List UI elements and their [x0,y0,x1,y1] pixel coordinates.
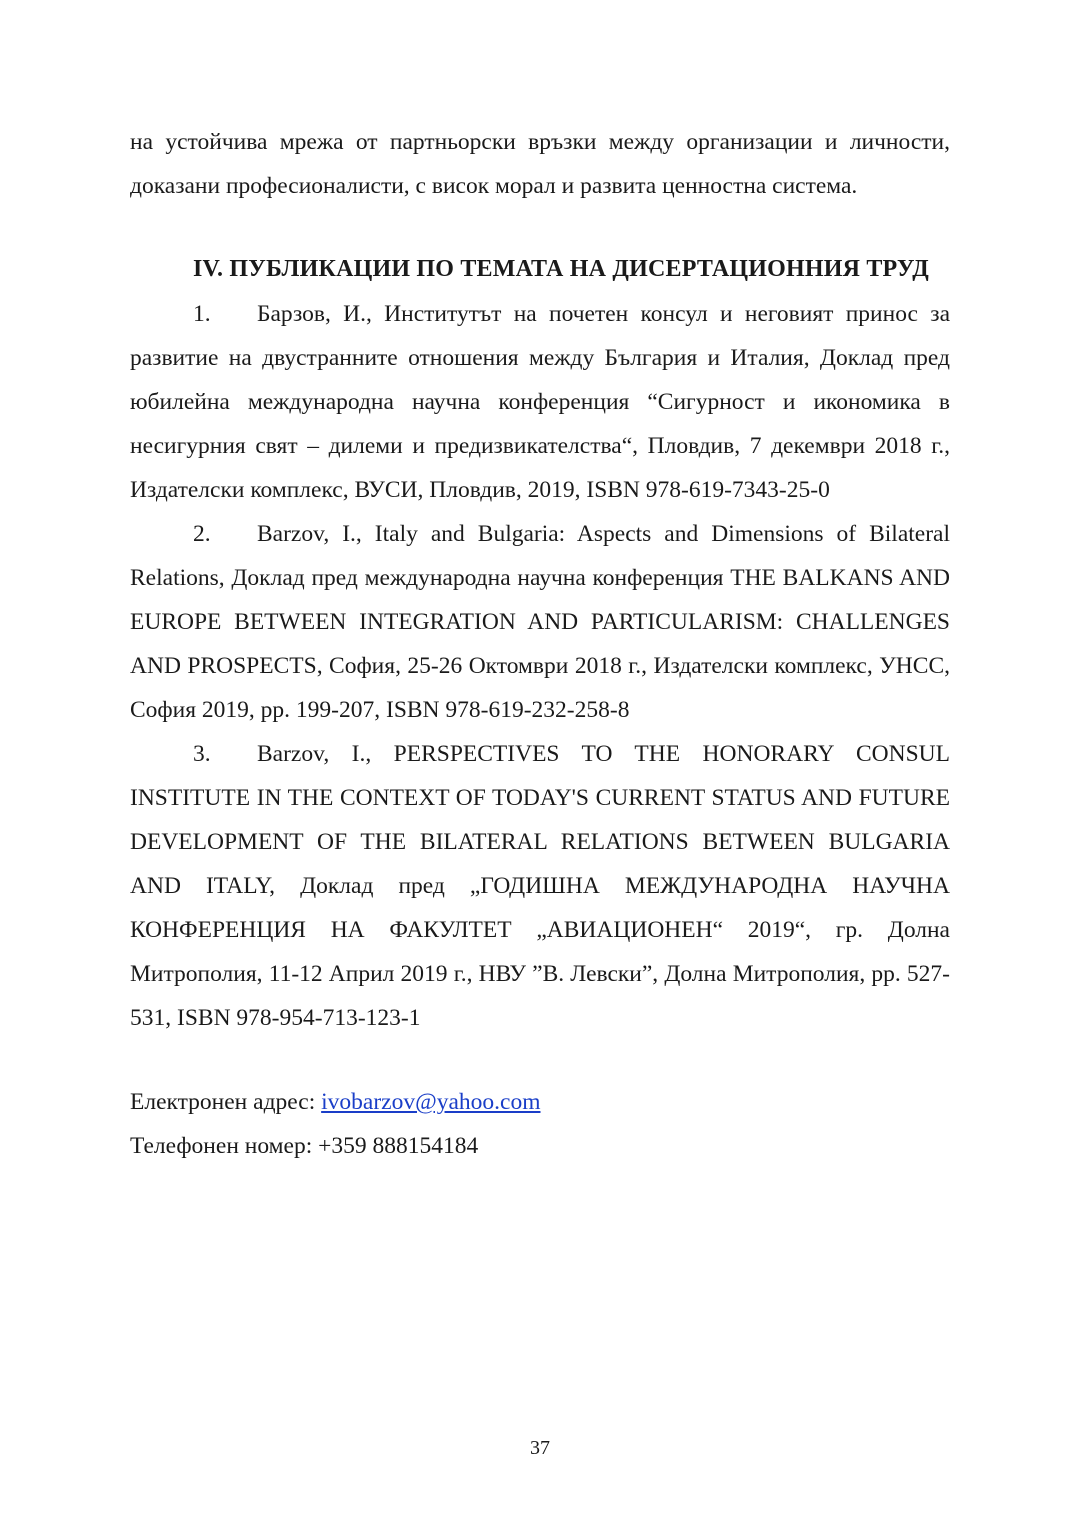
contact-block [130,1080,950,1168]
publication-number: 3. [193,741,211,767]
publication-number: 2. [193,521,211,547]
intro-paragraph: на устойчива мрежа от партньорски връзки между организации и личности, доказани професионалисти, с висок морал и развита ценностна система. [130,129,950,199]
publication-item [130,512,950,732]
publication-item [130,732,950,1040]
email-line [130,1080,950,1124]
page-content [130,120,950,1168]
publication-item [130,292,950,512]
publication-text: Барзов, И., Институтът на почетен консул и неговият принос за развитие на двустранните отношения между България и Италия, Доклад пред юбилейна международна научна конференция “Сигурност и икономика в несигурния свят – дилеми и предизвикателства“, Пловдив, 7 декември 2018 г., Издателски комплекс, ВУСИ, Пловдив, 2019, ISBN 978-619-7343-25-0 [130,301,950,503]
phone-label: Телефонен номер: [130,1133,319,1159]
publication-text: Barzov, I., Italy and Bulgaria: Aspects and Dimensions of Bilateral Relations, Доклад пред международна научна конференция THE BALKANS AND EUROPE BETWEEN INTEGRATION AND PARTICULARISM: CHALLENGES AND PROSPECTS, София, 25-26 Октомври 2018 г., Издателски комплекс, УНСС, София 2019, pp. 199-207, ISBN 978-619-232-258-8 [130,521,950,723]
publication-number: 1. [193,301,211,327]
email-label: Електронен адрес: [130,1089,322,1115]
publications-list [130,292,950,1040]
email-link[interactable]: ivobarzov@yahoo.com [321,1089,541,1115]
publication-text: Barzov, I., PERSPECTIVES TO THE HONORARY CONSUL INSTITUTE IN THE CONTEXT OF TODAY'S CURRENT STATUS AND FUTURE DEVELOPMENT OF THE BILATERAL RELATIONS BETWEEN BULGARIA AND ITALY, Доклад пред „ГОДИШНА МЕЖДУНАРОДНА НАУЧНА КОНФЕРЕНЦИЯ НА ФАКУЛТЕТ „АВИАЦИОНЕН“ 2019“, гр. Долна Митрополия, 11-12 Април 2019 г., НВУ ”В. Левски”, Долна Митрополия, pp. 527-531, ISBN 978-954-713-123-1 [130,741,950,1031]
page-number: 37 [530,1437,550,1459]
section-heading: IV. ПУБЛИКАЦИИ ПО ТЕМАТА НА ДИСЕРТАЦИОННИЯ ТРУД [193,256,929,282]
phone-line [130,1124,950,1168]
phone-number: +359 888154184 [318,1133,479,1159]
